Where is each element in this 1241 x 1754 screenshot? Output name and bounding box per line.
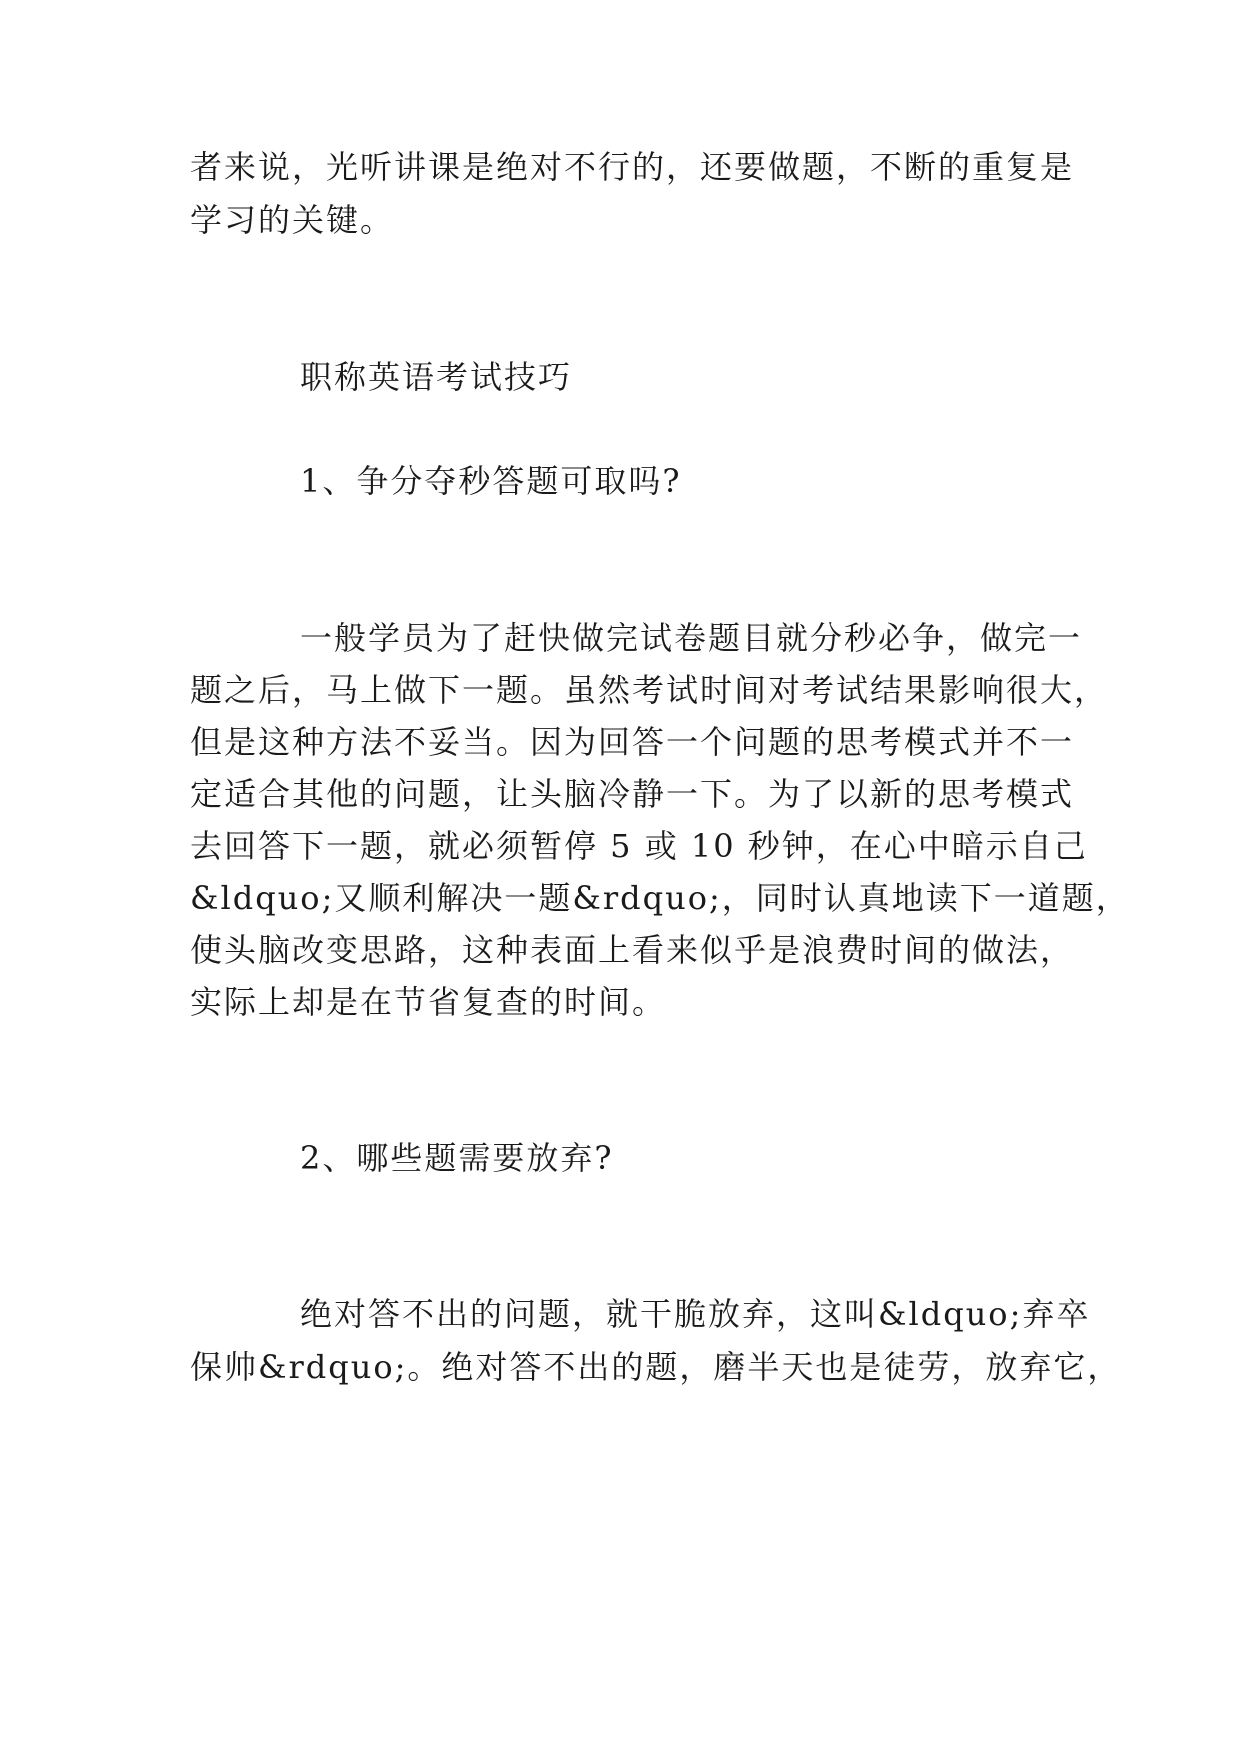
paragraph-line: 保帅&rdquo;。绝对答不出的题，磨半天也是徒劳，放弃它， <box>190 1348 1122 1386</box>
section-title: 职称英语考试技巧 <box>300 358 573 396</box>
paragraph-line: 定适合其他的问题，让头脑冷静一下。为了以新的思考模式 <box>190 775 1075 813</box>
paragraph-line: 去回答下一题，就必须暂停 5 或 10 秒钟，在心中暗示自己 <box>190 827 1088 865</box>
paragraph-line: 一般学员为了赶快做完试卷题目就分秒必争，做完一 <box>300 619 1083 657</box>
paragraph-line: 绝对答不出的问题，就干脆放弃，这叫&ldquo;弃卒 <box>300 1295 1091 1333</box>
question-heading: 1、争分夺秒答题可取吗? <box>300 462 682 500</box>
paragraph-line: 学习的关键。 <box>190 201 395 239</box>
paragraph-line: 实际上却是在节省复查的时间。 <box>190 983 667 1021</box>
paragraph-line: &ldquo;又顺利解决一题&rdquo;，同时认真地读下一道题， <box>190 879 1130 917</box>
paragraph-line: 者来说，光听讲课是绝对不行的，还要做题，不断的重复是 <box>190 148 1075 186</box>
paragraph-line: 题之后，马上做下一题。虽然考试时间对考试结果影响很大， <box>190 671 1109 709</box>
question-heading: 2、哪些题需要放弃? <box>300 1139 614 1177</box>
paragraph-line: 使头脑改变思路，这种表面上看来似乎是浪费时间的做法， <box>190 931 1075 969</box>
paragraph-line: 但是这种方法不妥当。因为回答一个问题的思考模式并不一 <box>190 723 1075 761</box>
